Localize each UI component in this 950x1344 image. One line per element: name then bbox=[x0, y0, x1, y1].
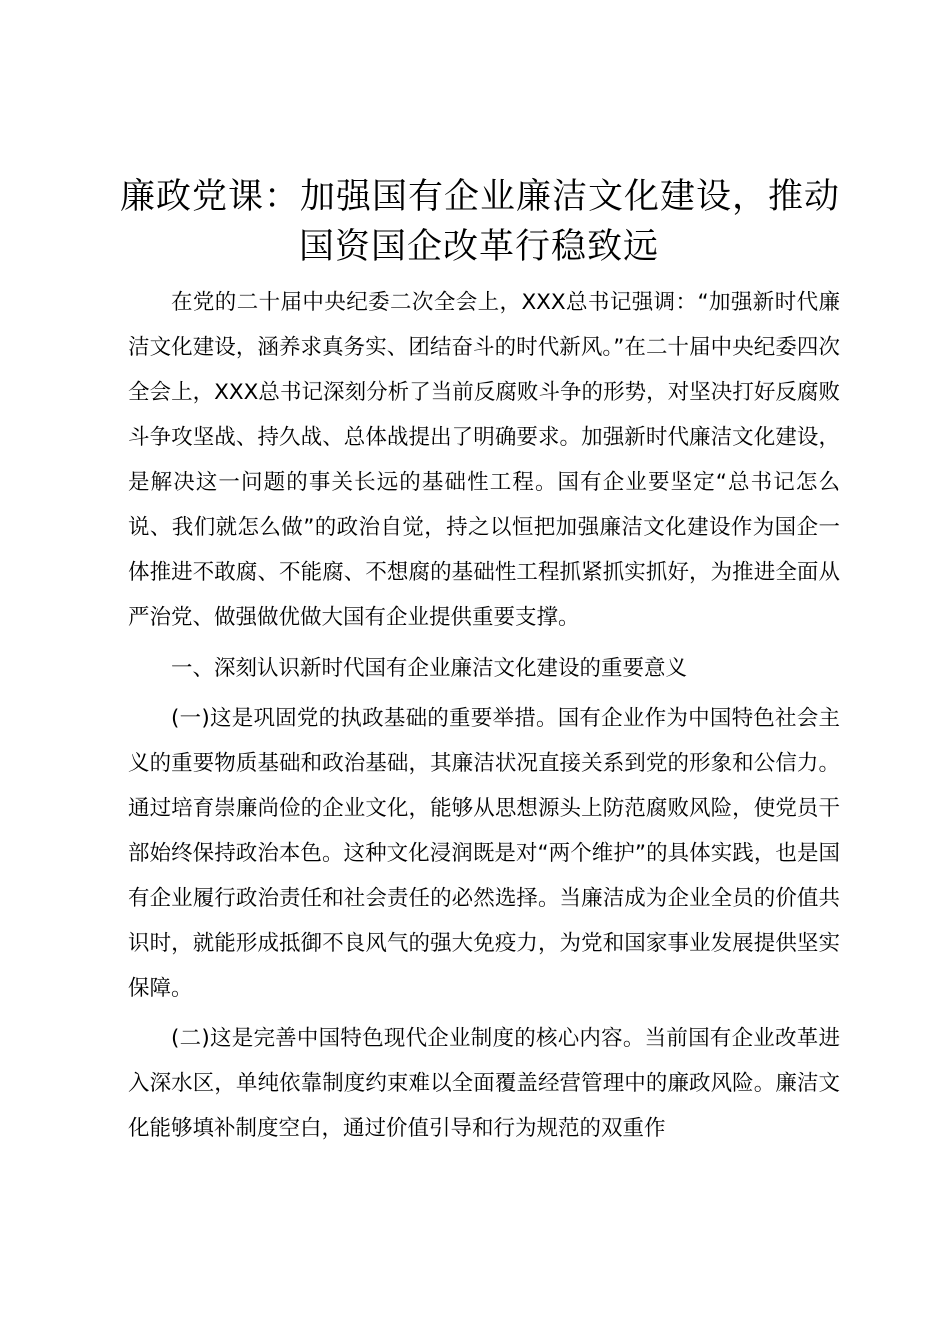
section-1-paragraph-1: (一)这是巩固党的执政基础的重要举措。国有企业作为中国特色社会主义的重要物质基础和政治基础，其廉洁状况直接关系到党的形象和公信力。通过培育崇廉尚俭的企业文化，能够从思想源头上防范腐败风险，使党员干部始终保持政治本色。这种文化浸润既是对“两个维护”的具体实践，也是国有企业履行政治责任和社会责任的必然选择。当廉洁成为企业全员的价值共识时，就能形成抵御不良风气的强大免疫力，为党和国家事业发展提供坚实保障。 bbox=[128, 706, 840, 1001]
title-line-1: 廉政党课：加强国有企业廉洁文化建设，推动 bbox=[120, 177, 841, 217]
intro-paragraph: 在党的二十届中央纪委二次全会上，XXX总书记强调：“加强新时代廉洁文化建设，涵养求真务实、团结奋斗的时代新风。”在二十届中央纪委四次全会上，XXX总书记深刻分析了当前反腐败斗争的形势，对坚决打好反腐败斗争攻坚战、持久战、总体战提出了明确要求。加强新时代廉洁文化建设，是解决这一问题的事关长远的基础性工程。国有企业要坚定“总书记怎么说、我们就怎么做”的政治自觉，持之以恒把加强廉洁文化建设作为国企一体推进不敢腐、不能腐、不想腐的基础性工程抓紧抓实抓好，为推进全面从严治党、做强做优做大国有企业提供重要支撑。 bbox=[128, 290, 840, 630]
document-body bbox=[128, 280, 840, 1151]
section-1-paragraph-2: (二)这是完善中国特色现代企业制度的核心内容。当前国有企业改革进入深水区，单纯依靠制度约束难以全面覆盖经营管理中的廉政风险。廉洁文化能够填补制度空白，通过价值引导和行为规范的双重作 bbox=[128, 1026, 840, 1141]
title-line-2: 国资国企改革行稳致远 bbox=[298, 227, 659, 267]
document-title bbox=[120, 172, 841, 272]
section-heading-1: 一、深刻认识新时代国有企业廉洁文化建设的重要意义 bbox=[171, 656, 688, 681]
